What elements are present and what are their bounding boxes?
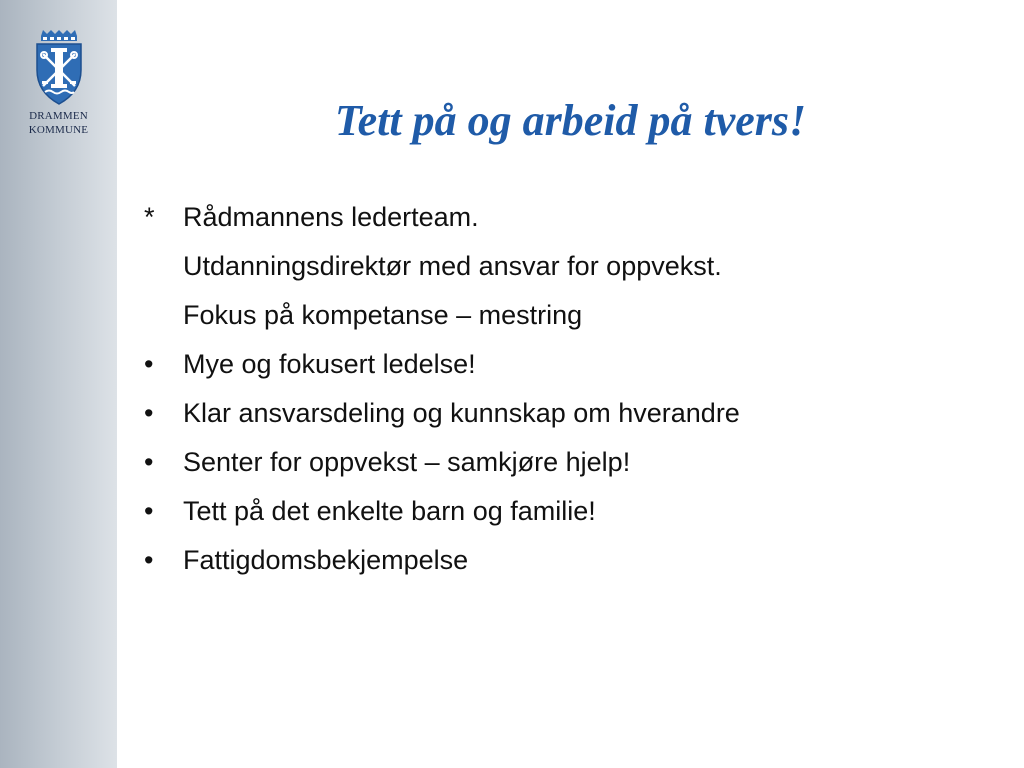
drammen-coat-of-arms-icon	[29, 30, 89, 108]
list-item-text: Rådmannens lederteam.	[183, 202, 479, 232]
list-item-text: Fattigdomsbekjempelse	[183, 545, 469, 575]
list-item	[140, 487, 740, 536]
bullet-marker: •	[144, 545, 154, 575]
list-item-text: Tett på det enkelte barn og familie!	[183, 496, 596, 526]
slide-title: Tett på og arbeid på tvers!	[334, 96, 807, 145]
bullet-list	[140, 193, 740, 585]
list-item	[140, 242, 740, 291]
list-item-text: Fokus på kompetanse – mestring	[183, 300, 583, 330]
bullet-marker: •	[144, 496, 154, 526]
bullet-marker: •	[144, 398, 154, 428]
list-item	[140, 389, 740, 438]
list-item	[140, 340, 740, 389]
list-item-text: Klar ansvarsdeling og kunnskap om hverandre	[183, 398, 740, 428]
drammen-kommune-logo	[0, 30, 117, 136]
list-item	[140, 536, 740, 585]
bullet-marker: •	[144, 349, 154, 379]
list-item	[140, 291, 740, 340]
bullet-marker: *	[144, 202, 155, 232]
logo-text-line1: DRAMMEN	[29, 110, 88, 122]
list-item-text: Mye og fokusert ledelse!	[183, 349, 476, 379]
sidebar-band	[0, 0, 117, 768]
list-item	[140, 438, 740, 487]
list-item-text: Utdanningsdirektør med ansvar for oppvekst.	[183, 251, 722, 281]
list-item	[140, 193, 740, 242]
bullet-marker: •	[144, 447, 154, 477]
logo-text-line2: KOMMUNE	[28, 124, 89, 136]
list-item-text: Senter for oppvekst – samkjøre hjelp!	[183, 447, 631, 477]
